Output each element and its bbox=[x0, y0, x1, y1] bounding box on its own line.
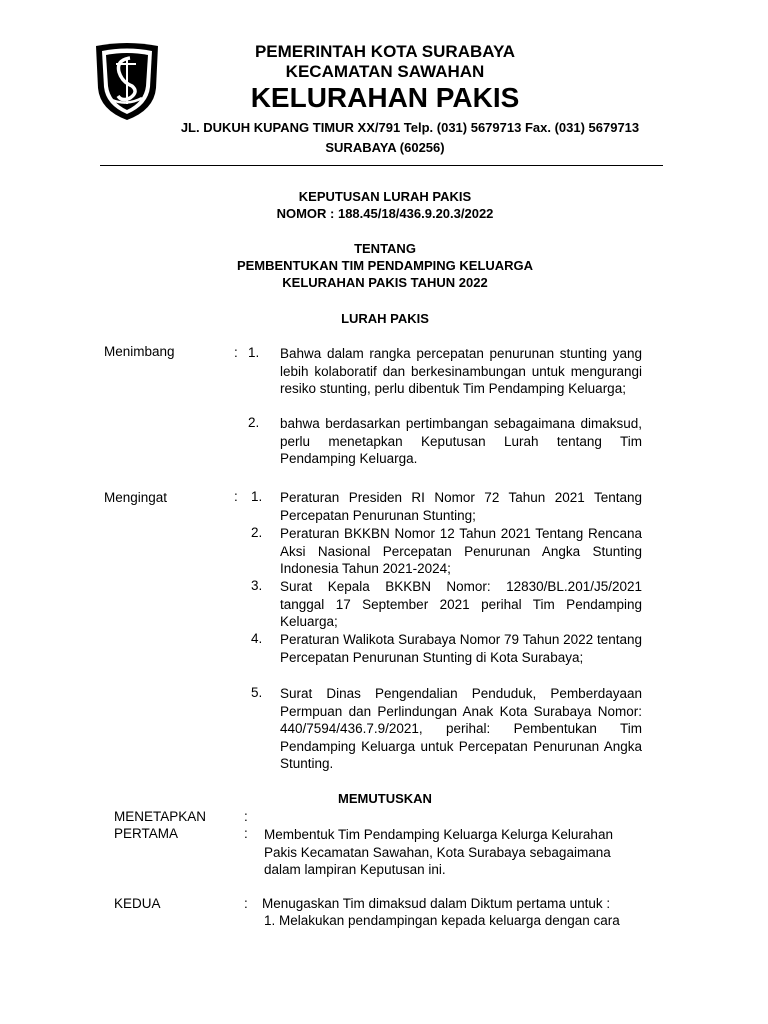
memutuskan-heading: MEMUTUSKAN bbox=[338, 791, 432, 806]
kedua-colon: : bbox=[244, 896, 248, 911]
pertama-label: PERTAMA bbox=[114, 826, 179, 841]
decree-subject-line1: PEMBENTUKAN TIM PENDAMPING KELUARGA bbox=[236, 258, 534, 273]
office-address: JL. DUKUH KUPANG TIMUR XX/791 Telp. (031) 5679713 Fax. (031) 5679713 bbox=[180, 120, 640, 135]
menimbang-colon: : bbox=[234, 345, 238, 360]
gov-heading-line2: KECAMATAN SAWAHAN bbox=[285, 62, 485, 81]
decree-title: KEPUTUSAN LURAH PAKIS bbox=[298, 189, 472, 204]
mengingat-item-4-text: Peraturan Walikota Surabaya Nomor 79 Tahun 2022 tentang Percepatan Penurunan Stunting di Kota Surabaya; bbox=[280, 632, 642, 665]
menimbang-item-1-num: 1. bbox=[248, 345, 260, 360]
mengingat-colon: : bbox=[234, 489, 238, 504]
mengingat-item-2-text: Peraturan BKKBN Nomor 12 Tahun 2021 Tentang Rencana Aksi Nasional Percepatan Penurunan Angka Stunting Indonesia Tahun 2021-2024; bbox=[280, 526, 642, 576]
menimbang-label: Menimbang bbox=[104, 344, 175, 359]
kedua-label: KEDUA bbox=[114, 896, 161, 911]
mengingat-item-5-text: Surat Dinas Pengendalian Penduduk, Pemberdayaan Permpuan dan Perlindungan Anak Kota Surabaya Nomor: 440/7594/436.7.9/2021, perihal: Pembentukan Tim Pendamping Keluarga untuk Percepatan Penurunan Angka Stunting. bbox=[280, 686, 642, 771]
gov-heading-line1: PEMERINTAH KOTA SURABAYA bbox=[254, 42, 516, 61]
mengingat-label: Mengingat bbox=[104, 490, 168, 505]
decree-number: NOMOR : 188.45/18/436.9.20.3/2022 bbox=[276, 206, 494, 221]
mengingat-item-3-num: 3. bbox=[251, 578, 263, 593]
mengingat-item-5-num: 5. bbox=[251, 685, 263, 700]
menetapkan-label: MENETAPKAN bbox=[114, 809, 207, 824]
mengingat-item-1-num: 1. bbox=[251, 489, 263, 504]
menetapkan-colon: : bbox=[244, 809, 248, 824]
pertama-colon: : bbox=[244, 826, 248, 841]
menimbang-item-2-num: 2. bbox=[248, 415, 260, 430]
office-city: SURABAYA (60256) bbox=[325, 140, 445, 155]
surabaya-coat-of-arms-logo bbox=[92, 40, 162, 122]
gov-heading-line3: KELURAHAN PAKIS bbox=[250, 82, 520, 113]
kedua-text: Menugaskan Tim dimaksud dalam Diktum pertama untuk : bbox=[262, 896, 611, 911]
menimbang-item-2-text: bahwa berdasarkan pertimbangan sebagaimana dimaksud, perlu menetapkan Keputusan Lurah tentang Tim Pendamping Keluarga. bbox=[280, 416, 642, 466]
decree-about: TENTANG bbox=[354, 241, 416, 256]
mengingat-item-1-text: Peraturan Presiden RI Nomor 72 Tahun 2021 Tentang Percepatan Penurunan Stunting; bbox=[280, 490, 642, 523]
mengingat-item-2-num: 2. bbox=[251, 525, 263, 540]
decree-official: LURAH PAKIS bbox=[341, 311, 429, 326]
pertama-text: Membentuk Tim Pendamping Keluarga Kelurga Kelurahan Pakis Kecamatan Sawahan, Kota Surabaya sebagaimana dalam lampiran Keputusan ini. bbox=[264, 827, 613, 877]
kedua-item-1: 1. Melakukan pendampingan kepada keluarga dengan cara bbox=[264, 913, 620, 928]
mengingat-item-3-text: Surat Kepala BKKBN Nomor: 12830/BL.201/J5/2021 tanggal 17 September 2021 perihal Tim Pendamping Keluarga; bbox=[280, 579, 642, 629]
menimbang-item-1-text: Bahwa dalam rangka percepatan penurunan stunting yang lebih kolaboratif dan berkesinambungan untuk mengurangi resiko stunting, perlu dibentuk Tim Pendamping Keluarga; bbox=[280, 346, 642, 396]
letterhead-divider bbox=[100, 165, 663, 166]
mengingat-item-4-num: 4. bbox=[251, 631, 263, 646]
decree-subject-line2: KELURAHAN PAKIS TAHUN 2022 bbox=[282, 275, 488, 290]
